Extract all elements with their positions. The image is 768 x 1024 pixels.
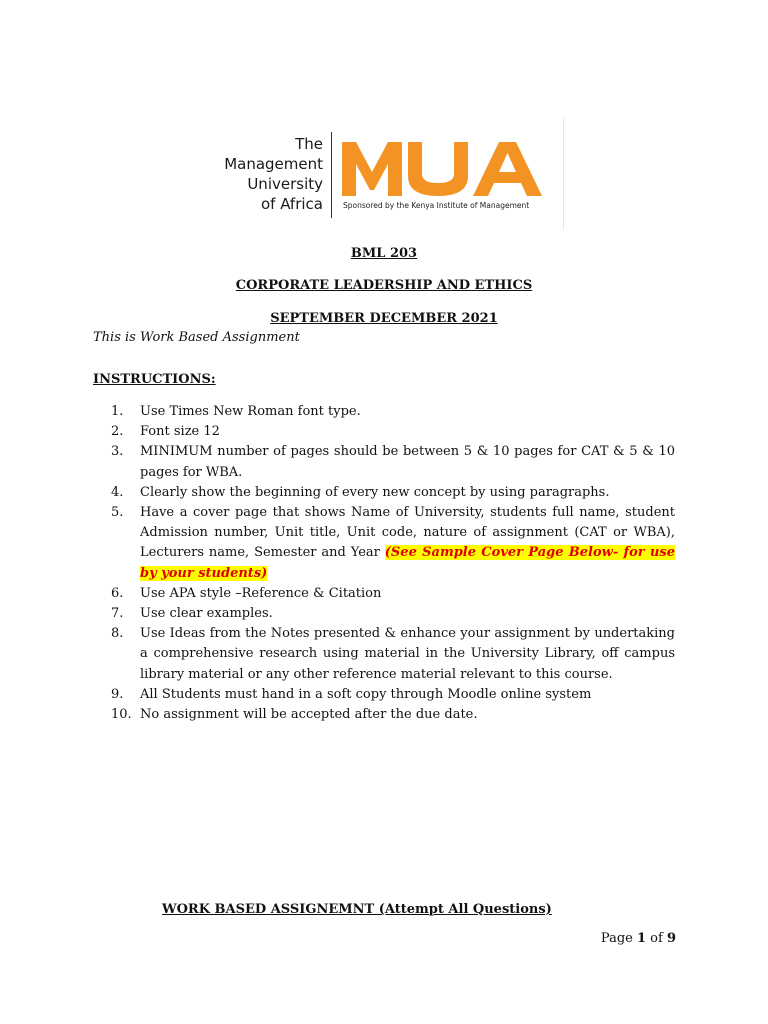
list-text: Clearly show the beginning of every new concept by using paragraphs. xyxy=(140,484,610,500)
list-number: 1. xyxy=(111,404,124,419)
list-item xyxy=(93,685,675,705)
logo-border xyxy=(563,118,564,230)
assignment-type-note: This is Work Based Assignment xyxy=(93,330,300,345)
list-item xyxy=(93,705,675,725)
list-text: MINIMUM number of pages should be between 5 & 10 pages for CAT & 5 & 10 pages for WBA. xyxy=(140,444,675,480)
list-number: 10. xyxy=(111,707,132,723)
instructions-list xyxy=(93,402,675,725)
section-heading: WORK BASED ASSIGNEMNT (Attempt All Questions) xyxy=(162,902,552,917)
list-item xyxy=(93,503,675,584)
logo-line: University xyxy=(247,175,323,193)
page-number: 1 xyxy=(636,931,647,946)
list-item xyxy=(93,604,675,624)
logo-divider xyxy=(331,132,332,218)
list-text: Have a cover page that shows Name of University, students full name, student Admission number, Unit title, Unit code, nature of assignment (CAT or WBA), Lecturers name, Semester and Year xyxy=(140,505,675,561)
list-number: 6. xyxy=(111,585,124,601)
list-item xyxy=(93,402,675,422)
list-text: No assignment will be accepted after the due date. xyxy=(140,707,478,723)
university-logo xyxy=(218,118,566,230)
logo-line: The xyxy=(295,135,323,153)
list-item xyxy=(93,442,675,482)
course-title: CORPORATE LEADERSHIP AND ETHICS xyxy=(235,278,533,293)
of-label: of xyxy=(650,931,663,946)
instructions-heading: INSTRUCTIONS: xyxy=(93,372,216,387)
cover-page-highlight: (See Sample Cover Page Below- for use by your students) xyxy=(140,545,675,581)
page-total: 9 xyxy=(666,931,676,946)
list-number: 3. xyxy=(111,444,124,460)
list-item xyxy=(93,422,675,442)
list-text: Use APA style –Reference & Citation xyxy=(140,585,382,601)
list-number: 8. xyxy=(111,626,124,642)
logo-university-name xyxy=(218,134,323,214)
list-text: Use Times New Roman font type. xyxy=(140,404,361,419)
list-text: Use clear examples. xyxy=(140,606,273,622)
term-heading: SEPTEMBER DECEMBER 2021 xyxy=(270,311,498,326)
list-text: All Students must hand in a soft copy through Moodle online system xyxy=(140,686,592,702)
list-number: 2. xyxy=(111,424,124,440)
list-number: 7. xyxy=(111,606,124,622)
mua-logo-mark xyxy=(342,138,547,196)
list-text: Font size 12 xyxy=(140,424,220,440)
logo-line: of Africa xyxy=(260,195,323,213)
list-number: 4. xyxy=(111,484,124,500)
logo-line: Management xyxy=(224,155,323,173)
list-item xyxy=(93,483,675,503)
course-code: BML 203 xyxy=(350,246,418,261)
list-number: 9. xyxy=(111,686,124,702)
page-label: Page xyxy=(600,931,633,946)
logo-tagline: Sponsored by the Kenya Institute of Management xyxy=(343,201,530,210)
list-item xyxy=(93,584,675,604)
list-text: Use Ideas from the Notes presented & enhance your assignment by undertaking a comprehensive research using material in the University Library, off campus library material or any other reference material relevant to this course. xyxy=(140,626,675,682)
page-footer xyxy=(601,931,676,946)
list-item xyxy=(93,624,675,685)
list-number: 5. xyxy=(111,505,124,521)
